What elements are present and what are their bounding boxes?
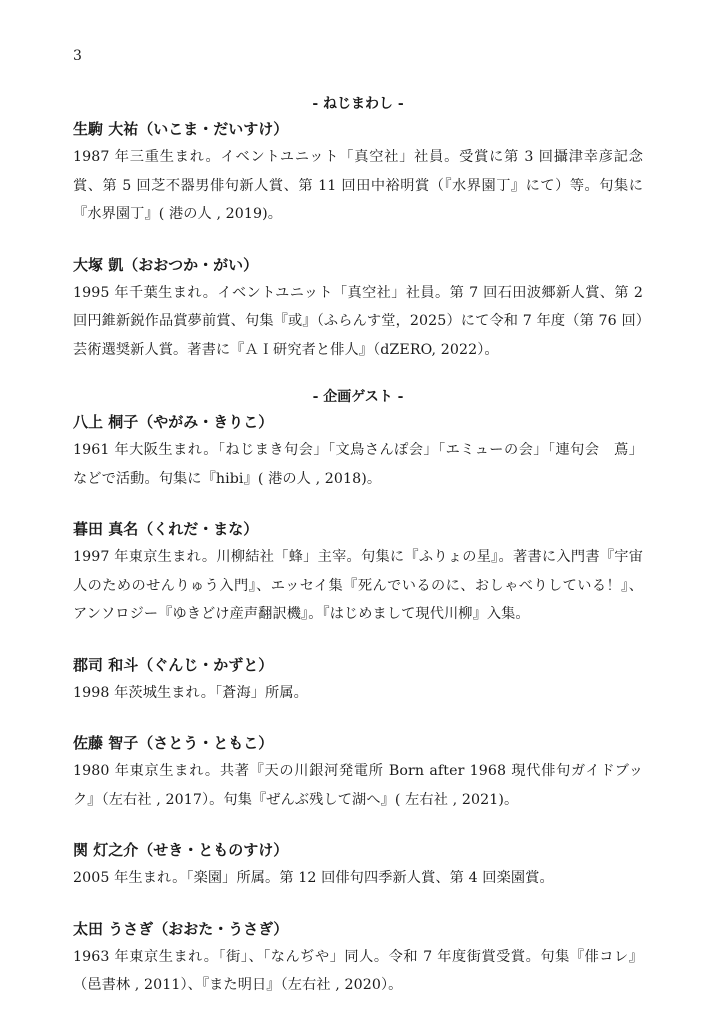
profile-bio: 1998 年茨城生まれ。「蒼海」所属。 bbox=[73, 684, 308, 701]
profile-bio: 1997 年東京生まれ。川柳結社「蜂」主宰。句集に『ふりょの星』。著書に入門書『宇宙人のためのせんりゅう入門』、エッセイ集『死んでいるのに、おしゃべりしている！』、アンソロジー『ゆきどけ産声翻訳機』。『はじめまして現代川柳』入集。 bbox=[73, 549, 643, 622]
profile-name: 関 灯之介（せき・とものすけ） bbox=[73, 841, 289, 859]
profile-entry bbox=[73, 251, 643, 365]
profile-bio: 1980 年東京生まれ。共著『天の川銀河発電所 Born after 1968 現代俳句ガイドブック』（左右社 , 2017）。句集『ぜんぶ残して湖へ』( 左右社 , 2021)。 bbox=[73, 763, 643, 808]
section-guests bbox=[73, 386, 643, 1000]
profile-name: 太田 うさぎ（おおた・うさぎ） bbox=[73, 919, 289, 938]
profile-name: 暮田 真名（くれだ・まな） bbox=[73, 520, 259, 538]
profile-bio: 1963 年東京生まれ。「街」、「なんぢや」同人。令和 7 年度街賞受賞。句集『俳コレ』（邑書林 , 2011）、『また明日』（左右社 , 2020）。 bbox=[73, 948, 643, 993]
profile-name: 生駒 大祐（いこま・だいすけ） bbox=[73, 120, 289, 138]
profile-entry bbox=[73, 915, 643, 1000]
profile-entry bbox=[73, 408, 643, 493]
contributors-list bbox=[73, 93, 643, 1000]
profile-bio: 1995 年千葉生まれ。イベントユニット「真空社」社員。第 7 回石田波郷新人賞、第 2 回円錐新鋭作品賞夢前賞、句集『或』（ふらんす堂，2025）にて令和 7 年度（第 76 回）芸術選奨新人賞。著書に『ＡＩ研究者と俳人』（dZERO, 2022）。 bbox=[73, 284, 643, 358]
page-number: 3 bbox=[73, 48, 82, 64]
profile-name: 八上 桐子（やがみ・きりこ） bbox=[73, 413, 274, 431]
profile-name: 郡司 和斗（ぐんじ・かずと） bbox=[73, 655, 274, 674]
section-heading: - ねじまわし - bbox=[312, 96, 404, 112]
profile-name: 大塚 凱（おおつか・がい） bbox=[73, 255, 259, 274]
profile-entry bbox=[73, 836, 643, 893]
profile-entry bbox=[73, 729, 643, 814]
profile-name: 佐藤 智子（さとう・ともこ） bbox=[73, 734, 274, 752]
profile-entry bbox=[73, 115, 643, 229]
section-nejimawashi bbox=[73, 93, 643, 364]
profile-bio: 2005 年生まれ。「楽園」所属。第 12 回俳句四季新人賞、第 4 回楽園賞。 bbox=[73, 870, 554, 886]
section-heading: - 企画ゲスト - bbox=[312, 389, 404, 405]
profile-bio: 1987 年三重生まれ。イベントユニット「真空社」社員。受賞に第 3 回攝津幸彦記念賞、第 5 回芝不器男俳句新人賞、第 11 回田中裕明賞（『水界園丁』にて）等。句集に『水界園丁』( 港の人 , 2019)。 bbox=[73, 149, 643, 222]
profile-entry bbox=[73, 515, 643, 629]
profile-bio: 1961 年大阪生まれ。「ねじまき句会」「文鳥さんぽ会」「エミューの会」「連句会 蔦」などで活動。句集に『hibi』( 港の人 , 2018)。 bbox=[73, 442, 643, 487]
profile-entry bbox=[73, 651, 643, 708]
